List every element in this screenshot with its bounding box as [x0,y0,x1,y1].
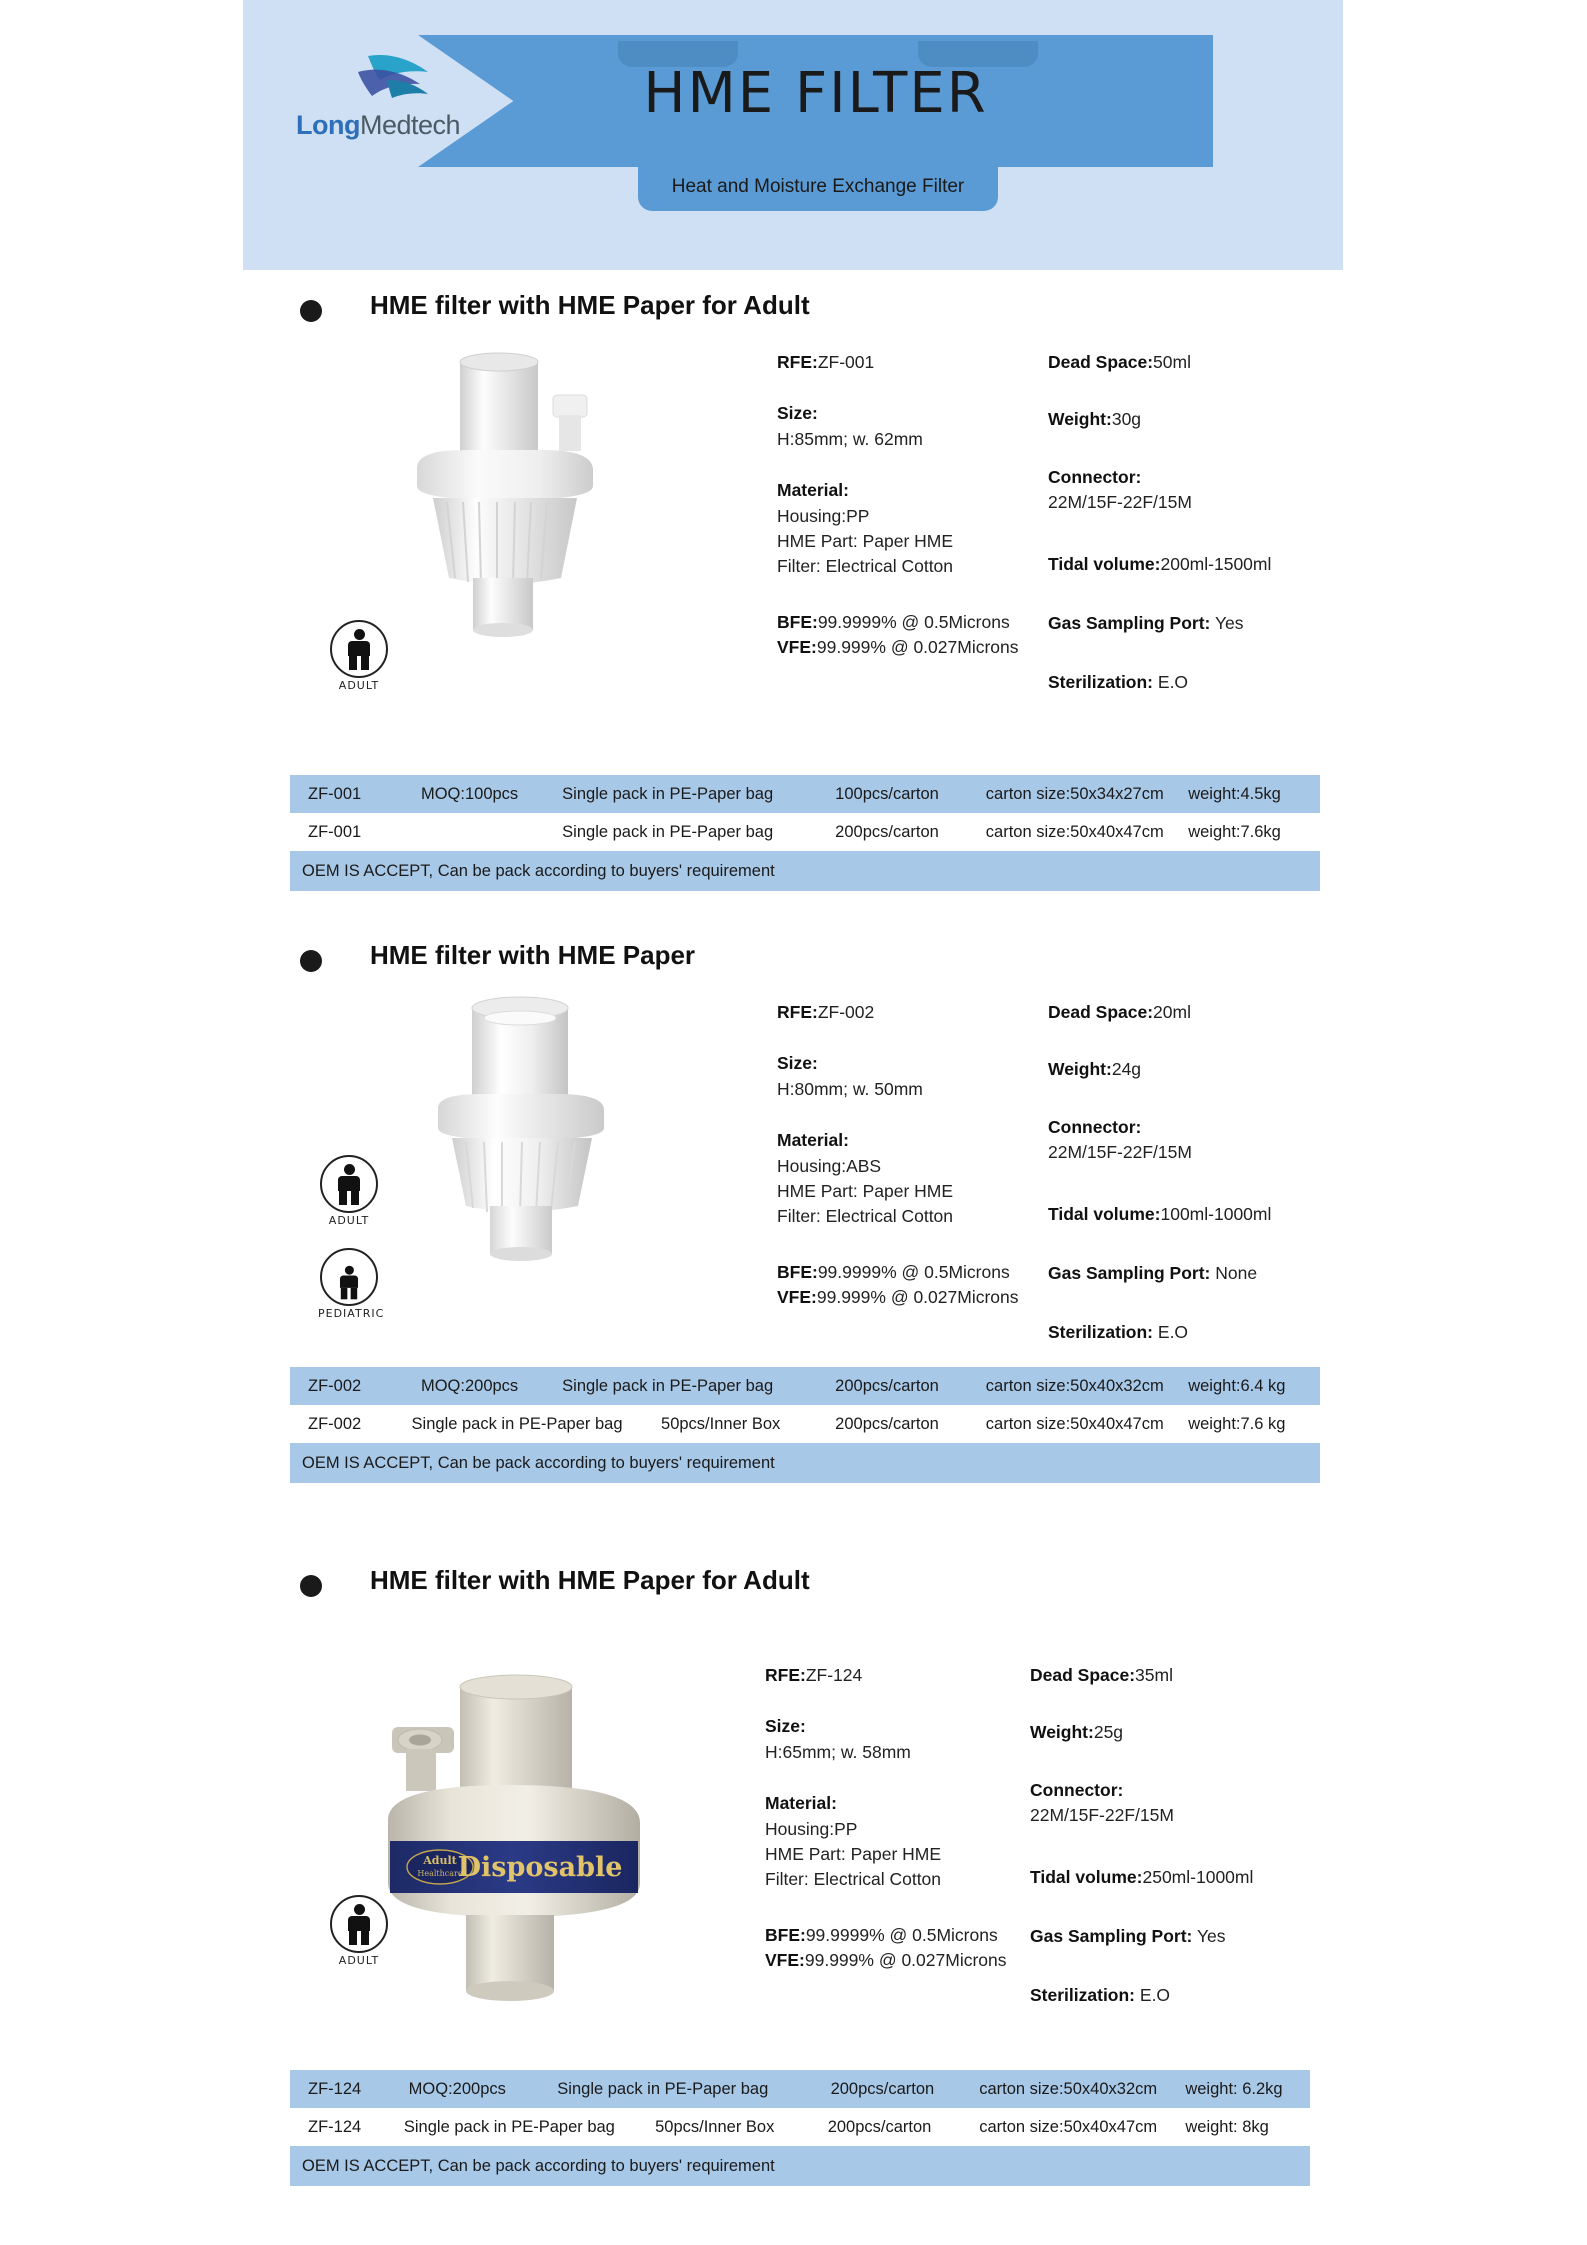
hme-part-value: HME Part: Paper HME [777,1180,954,1201]
product-3-left-specs [765,1663,1015,1973]
product-2-badge-pediatric [318,1248,385,1320]
title-ribbon [418,35,1213,197]
gas-port-row [1030,1924,1330,1949]
bfe-row [777,1260,1027,1285]
dead-space-label: Dead Space: [1048,1002,1154,1022]
page-header-banner [243,0,1343,270]
tidal-row [1048,552,1338,577]
tidal-value: 100ml-1000ml [1160,1203,1272,1224]
bfe-row [765,1923,1015,1948]
weight-value: 30g [1111,409,1142,430]
sterilization-label: Sterilization: [1030,1985,1136,2006]
vfe-row [765,1948,1015,1973]
rfe-label: RFE: [765,1665,806,1685]
bfe-row [777,610,1027,635]
sterilization-label: Sterilization: [1048,1322,1154,1343]
gas-port-label: Gas Sampling Port: [1048,1262,1211,1283]
vfe-value: 99.999% @ 0.027Microns [804,1950,1007,1970]
material-label: Material: [765,1793,837,1814]
tidal-value: 250ml-1000ml [1142,1866,1254,1887]
connector-label: Connector: [1030,1779,1124,1800]
gas-port-value: None [1215,1262,1258,1283]
tidal-label: Tidal volume: [1048,1203,1161,1224]
product-3-right-specs [1030,1663,1330,2009]
product-3-packaging-table [290,2070,1310,2186]
svg-text:Adult: Adult [423,1854,457,1867]
hme-part-value: HME Part: Paper HME [765,1843,942,1864]
product-1-photo [355,350,655,640]
bullet-icon [300,950,322,972]
product-2-left-specs [777,1000,1027,1310]
vfe-label: VFE: [777,1287,817,1307]
weight-row [1048,407,1338,432]
product-3-badge-adult [328,1895,390,1967]
bfe-value: 99.9999% @ 0.5Microns [817,611,1010,632]
weight-label: Weight: [1048,409,1112,430]
dead-space-value: 50ml [1153,352,1191,372]
svg-text:Healthcare: Healthcare [417,1869,463,1878]
sterilization-label: Sterilization: [1048,672,1154,693]
connector-value: 22M/15F-22F/15M [1048,492,1192,513]
tidal-row [1048,1202,1338,1227]
gas-port-label: Gas Sampling Port: [1048,612,1211,633]
material-label: Material: [777,1130,849,1151]
oem-note: OEM IS ACCEPT, Can be pack according to buyers' requirement [302,2156,775,2175]
vfe-row [777,635,1027,660]
gas-port-row [1048,611,1338,636]
product-3-photo [350,1645,670,2005]
vfe-value: 99.999% @ 0.027Microns [816,637,1019,657]
logo-word-medtech: Medtech [359,110,461,140]
adult-icon [330,1895,388,1953]
size-value: H:80mm; w. 50mm [777,1078,923,1099]
filter-value: Filter: Electrical Cotton [777,556,954,577]
table-oem-row [290,1443,1320,1483]
table-row: ZF-001 Single pack in PE-Paper bag 200pcs/carton carton size:50x40x47cm weight:7.6kg [290,813,1320,851]
rfe-row [777,350,1027,375]
table-row: ZF-124 Single pack in PE-Paper bag 50pcs/Inner Box 200pcs/carton carton size:50x40x47cm weight: 8kg [290,2108,1310,2146]
hme-part-value: HME Part: Paper HME [777,530,954,551]
weight-label: Weight: [1048,1059,1112,1080]
pediatric-icon [320,1248,378,1306]
bfe-value: 99.9999% @ 0.5Microns [817,1261,1010,1282]
gas-port-value: Yes [1196,1925,1226,1946]
size-label: Size: [777,403,818,424]
tidal-label: Tidal volume: [1048,553,1161,574]
rfe-value: ZF-124 [805,1665,863,1685]
product-2-photo [390,988,660,1268]
table-row: ZF-002 Single pack in PE-Paper bag 50pcs/Inner Box 200pcs/carton carton size:50x40x47cm weight:7.6 kg [290,1405,1320,1443]
dead-space-label: Dead Space: [1048,352,1154,372]
rfe-row [777,1000,1027,1025]
sterilization-value: E.O [1157,1322,1189,1343]
badge-label-pediatric: PEDIATRIC [318,1307,385,1320]
size-value: H:65mm; w. 58mm [765,1741,911,1762]
bullet-icon [300,300,322,322]
table-row: ZF-001 MOQ:100pcs Single pack in PE-Paper bag 100pcs/carton carton size:50x34x27cm weight:4.5kg [290,775,1320,813]
rfe-label: RFE: [777,1002,818,1022]
page-title: HME FILTER [643,61,988,126]
housing-value: Housing:PP [777,505,870,526]
bullet-icon [300,1575,322,1597]
sterilization-row [1048,1320,1338,1345]
rfe-value: ZF-002 [817,1002,875,1022]
sterilization-row [1030,1983,1330,2008]
vfe-label: VFE: [765,1950,805,1970]
tidal-row [1030,1865,1330,1890]
bfe-label: BFE: [765,1924,806,1945]
bfe-label: BFE: [777,611,818,632]
filter-value: Filter: Electrical Cotton [777,1206,954,1227]
rfe-label: RFE: [777,352,818,372]
badge-label-adult: ADULT [338,1954,380,1967]
dead-space-label: Dead Space: [1030,1665,1136,1685]
page-subtitle: Heat and Moisture Exchange Filter [671,176,965,197]
product-2-title: HME filter with HME Paper [370,940,696,970]
oem-note: OEM IS ACCEPT, Can be pack according to buyers' requirement [302,861,775,880]
sterilization-value: E.O [1157,672,1189,693]
size-label: Size: [765,1716,806,1737]
product-3-band-text: Disposable [457,1852,623,1883]
ribbon-subtitle-plate [638,167,998,211]
product-1-badge-adult [328,620,390,692]
gas-port-value: Yes [1214,612,1244,633]
connector-value: 22M/15F-22F/15M [1048,1142,1192,1163]
dead-space-value: 20ml [1153,1002,1191,1022]
oem-note: OEM IS ACCEPT, Can be pack according to buyers' requirement [302,1453,775,1472]
product-2-badge-adult [318,1155,380,1227]
adult-icon [330,620,388,678]
product-1-left-specs [777,350,1027,660]
badge-label-adult: ADULT [328,1214,370,1227]
vfe-value: 99.999% @ 0.027Microns [816,1287,1019,1307]
weight-value: 25g [1093,1722,1124,1743]
adult-icon [320,1155,378,1213]
gas-port-row [1048,1261,1338,1286]
table-oem-row [290,2146,1310,2186]
table-row: ZF-002 MOQ:200pcs Single pack in PE-Paper bag 200pcs/carton carton size:50x40x32cm weight:6.4 kg [290,1367,1320,1405]
product-section-1 [0,290,1587,910]
size-label: Size: [777,1053,818,1074]
dead-space-row [1030,1663,1330,1688]
product-1-right-specs [1048,350,1338,696]
size-value: H:85mm; w. 62mm [777,428,923,449]
gas-port-label: Gas Sampling Port: [1030,1925,1193,1946]
weight-label: Weight: [1030,1722,1094,1743]
dead-space-row [1048,350,1338,375]
filter-value: Filter: Electrical Cotton [765,1869,942,1890]
rfe-row [765,1663,1015,1688]
sterilization-row [1048,670,1338,695]
product-section-2 [0,940,1587,1560]
table-oem-row [290,851,1320,891]
dead-space-row [1048,1000,1338,1025]
housing-value: Housing:ABS [777,1155,882,1176]
dead-space-value: 35ml [1135,1665,1173,1685]
product-section-3 [0,1565,1587,2195]
product-1-packaging-table [290,775,1320,891]
housing-value: Housing:PP [765,1818,858,1839]
product-2-packaging-table [290,1367,1320,1483]
tidal-label: Tidal volume: [1030,1866,1143,1887]
weight-row [1048,1057,1338,1082]
product-2-right-specs [1048,1000,1338,1346]
product-3-title: HME filter with HME Paper for Adult [370,1565,810,1595]
bfe-value: 99.9999% @ 0.5Microns [805,1924,998,1945]
connector-label: Connector: [1048,466,1142,487]
product-1-title: HME filter with HME Paper for Adult [370,290,810,320]
logo-word-long: Long [295,110,360,140]
rfe-value: ZF-001 [817,352,875,372]
weight-row [1030,1720,1330,1745]
bfe-label: BFE: [777,1261,818,1282]
badge-label-adult: ADULT [338,679,380,692]
sterilization-value: E.O [1139,1985,1171,2006]
material-label: Material: [777,480,849,501]
weight-value: 24g [1111,1059,1142,1080]
vfe-row [777,1285,1027,1310]
table-row: ZF-124 MOQ:200pcs Single pack in PE-Paper bag 200pcs/carton carton size:50x40x32cm weight: 6.2kg [290,2070,1310,2108]
connector-label: Connector: [1048,1116,1142,1137]
tidal-value: 200ml-1500ml [1160,553,1272,574]
vfe-label: VFE: [777,637,817,657]
connector-value: 22M/15F-22F/15M [1030,1805,1174,1826]
